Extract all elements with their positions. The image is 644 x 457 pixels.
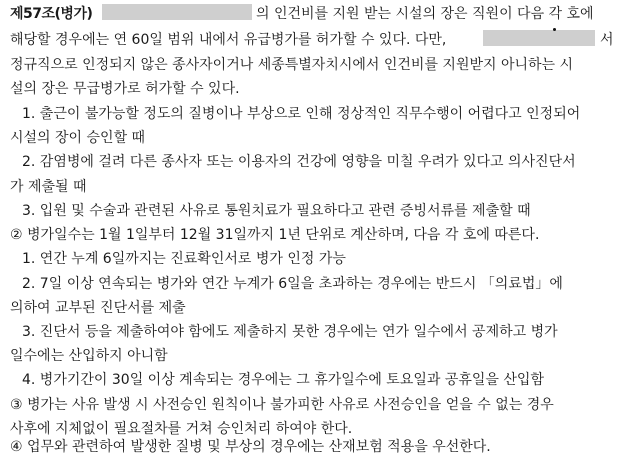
list-item — [0, 201, 644, 221]
item-text: 가 제출될 때 — [10, 179, 87, 195]
item-text: 3. 입원 및 수술과 관련된 사유로 통원치료가 필요하다고 관련 증빙서류를 제출할 때 — [22, 203, 531, 219]
list-item — [0, 152, 644, 172]
item-text: 시설의 장이 승인할 때 — [10, 130, 146, 146]
paragraph-text: ② 병가일수는 1월 1일부터 12월 31일까지 1년 단위로 계산하며, 다음 각 호에 따른다. — [10, 227, 540, 243]
article-text: 서 — [600, 32, 614, 48]
list-item — [0, 249, 644, 269]
paragraph-lead — [0, 395, 644, 415]
article-text: 정규직으로 인정되지 않은 종사자이거나 세종특별자치시에서 인건비를 지원받지 아니하는 시 — [10, 57, 574, 73]
item-text: 3. 진단서 등을 제출하여야 함에도 제출하지 못한 경우에는 연가 일수에서 공제하고 병가 — [22, 324, 558, 340]
article-line-3 — [0, 55, 644, 75]
redacted-block-1 — [102, 4, 252, 20]
article-text: 설의 장은 무급병가로 허가할 수 있다. — [10, 81, 240, 97]
article-text: 해당할 경우에는 연 60일 범위 내에서 유급병가를 허가할 수 있다. 다만, — [10, 32, 447, 48]
paragraph-text: ③ 병가는 사유 발생 시 사전승인 원칙이나 불가피한 사유로 사전승인을 얻을 수 없는 경우 — [10, 397, 554, 413]
list-item-cont — [0, 128, 644, 148]
list-item-cont — [0, 298, 644, 318]
list-item — [0, 104, 644, 124]
item-text: 2. 7일 이상 연속되는 병가와 연간 누계가 6일을 초과하는 경우에는 반드시 「의료법」에 — [22, 276, 563, 292]
item-text: 1. 출근이 불가능할 정도의 질병이나 부상으로 인해 정상적인 직무수행이 어렵다고 인정되어 — [22, 106, 581, 122]
article-line-4 — [0, 79, 644, 99]
paragraph-lead — [0, 225, 644, 245]
article-title: 제57조(병가) — [10, 6, 93, 22]
margin-dot — [553, 28, 556, 31]
item-text: 1. 연간 누계 6일까지는 진료확인서로 병가 인정 가능 — [22, 251, 346, 267]
paragraph-cont — [0, 419, 644, 439]
item-text: 의하여 교부된 진단서를 제출 — [10, 300, 186, 316]
list-item-cont — [0, 177, 644, 197]
item-text: 일수에는 산입하지 아니함 — [10, 348, 168, 364]
list-item — [0, 274, 644, 294]
paragraph-text: ④ 업무와 관련하여 발생한 질병 및 부상의 경우에는 산재보험 적용을 우선한다. — [10, 439, 491, 455]
list-item-cont — [0, 346, 644, 366]
article-line-2 — [0, 30, 644, 50]
article-text: 의 인건비를 지원 받는 시설의 장은 직원이 다음 각 호에 — [256, 6, 594, 22]
article-line-1 — [0, 4, 644, 24]
list-item — [0, 322, 644, 342]
item-text: 4. 병가기간이 30일 이상 계속되는 경우에는 그 휴가일수에 토요일과 공휴일을 산입함 — [22, 372, 544, 388]
paragraph-lead — [0, 437, 644, 457]
paragraph-text: 사후에 지체없이 필요절차를 거쳐 승인처리 하여야 한다. — [10, 421, 353, 437]
item-text: 2. 감염병에 걸려 다른 종사자 또는 이용자의 건강에 영향을 미칠 우려가 있다고 의사진단서 — [22, 154, 576, 170]
list-item — [0, 370, 644, 390]
redacted-block-2 — [483, 30, 595, 46]
